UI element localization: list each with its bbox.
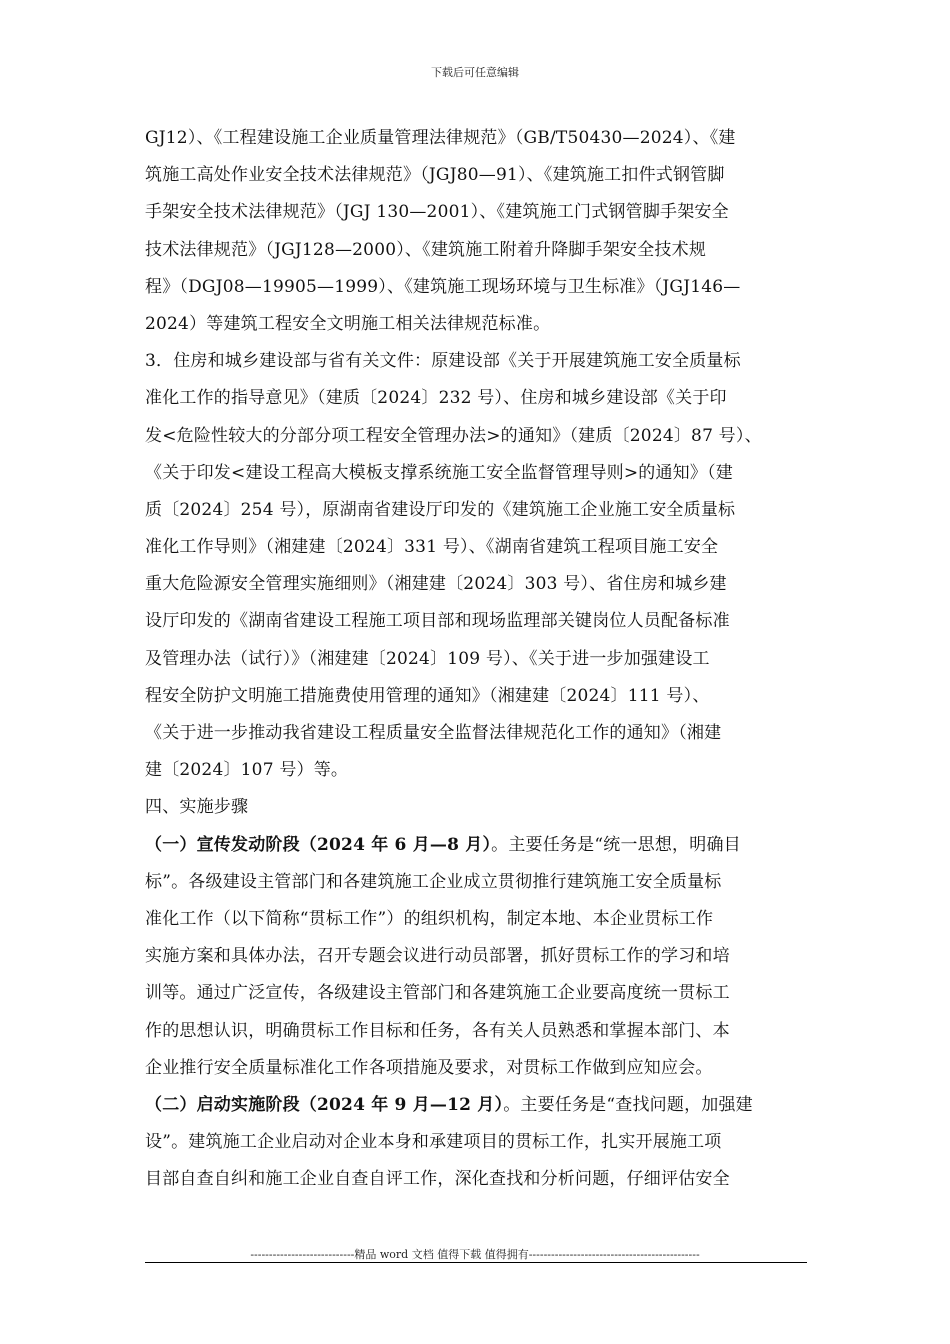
text-line: 准化工作导则》（湘建建〔2024〕331 号）、《湖南省建筑工程项目施工安全	[145, 537, 719, 558]
text-line: 四、实施步骤	[145, 797, 249, 818]
text-line: 发<危险性较大的分部分项工程安全管理办法>的通知》（建质〔2024〕87 号）、	[145, 425, 762, 446]
section-heading: （二）启动实施阶段（2024 年 9 月—12 月）	[145, 1094, 504, 1115]
text-line: 质〔2024〕254 号），原湖南省建设厅印发的《建筑施工企业施工安全质量标	[145, 499, 736, 520]
text-line: 3．住房和城乡建设部与省有关文件：原建设部《关于开展建筑施工安全质量标	[145, 351, 741, 372]
text-line: 目部自查自纠和施工企业自查自评工作，深化查找和分析问题，仔细评估安全	[145, 1169, 730, 1190]
text-line: 程安全防护文明施工措施费使用管理的通知》（湘建建〔2024〕111 号）、	[145, 685, 710, 706]
section-heading: （一）宣传发动阶段（2024 年 6 月—8 月）	[145, 834, 492, 855]
text-line: GJ12）、《工程建设施工企业质量管理法律规范》（GB/T50430—2024）、《建	[145, 128, 736, 148]
document-body	[145, 120, 807, 1198]
text-line: 2024）等建筑工程安全文明施工相关法律规范标准。	[145, 313, 551, 334]
text-line: 训等。通过广泛宣传，各级建设主管部门和各建筑施工企业要高度统一贯标工	[145, 983, 730, 1004]
footer-divider	[145, 1262, 807, 1263]
text-line: 手架安全技术法律规范》（JGJ 130—2001）、《建筑施工门式钢管脚手架安全	[145, 202, 729, 223]
text-line: 设厅印发的《湖南省建设工程施工项目部和现场监理部关键岗位人员配备标准	[145, 611, 730, 632]
page-footer: ----------------------------精品 word 文档 值得下载 值得拥有----------------------------------------------	[250, 1248, 700, 1261]
text-line: 《关于进一步推动我省建设工程质量安全监督法律规范化工作的通知》（湘建	[145, 723, 722, 743]
text-line: 准化工作的指导意见》（建质〔2024〕232 号）、住房和城乡建设部《关于印	[145, 388, 727, 409]
section-heading-line	[145, 1087, 807, 1124]
text-line: 准化工作（以下简称“贯标工作”）的组织机构，制定本地、本企业贯标工作	[145, 908, 714, 929]
text-line: 《关于印发<建设工程高大模板支撑系统施工安全监督管理导则>的通知》（建	[145, 462, 733, 483]
text-line: 技术法律规范》（JGJ128—2000）、《建筑施工附着升降脚手架安全技术规	[145, 239, 707, 260]
text-line: 重大危险源安全管理实施细则》（湘建建〔2024〕303 号）、省住房和城乡建	[145, 574, 727, 595]
text-line: 建〔2024〕107 号）等。	[145, 760, 349, 781]
text-line: 程》（DGJ08—19905—1999）、《建筑施工现场环境与卫生标准》（JGJ146—	[145, 276, 741, 297]
text-line: 企业推行安全质量标准化工作各项措施及要求，对贯标工作做到应知应会。	[145, 1057, 713, 1078]
section-heading-line	[145, 827, 807, 864]
section-heading-rest: 。主要任务是“查找问题，加强建	[503, 1094, 753, 1115]
text-line: 及管理办法（试行）》（湘建建〔2024〕109 号）、《关于进一步加强建设工	[145, 648, 710, 669]
text-line: 设”。建筑施工企业启动对企业本身和承建项目的贯标工作，扎实开展施工项	[145, 1132, 722, 1153]
page-header: 下载后可任意编辑	[431, 66, 519, 79]
section-heading-rest: 。主要任务是“统一思想，明确目	[491, 834, 741, 855]
text-line: 筑施工高处作业安全技术法律规范》（JGJ80—91）、《建筑施工扣件式钢管脚	[145, 165, 725, 186]
text-line: 作的思想认识，明确贯标工作目标和任务，各有关人员熟悉和掌握本部门、本	[145, 1020, 730, 1041]
text-line: 标”。各级建设主管部门和各建筑施工企业成立贯彻推行建筑施工安全质量标	[145, 871, 722, 892]
text-line: 实施方案和具体办法，召开专题会议进行动员部署，抓好贯标工作的学习和培	[145, 946, 730, 967]
